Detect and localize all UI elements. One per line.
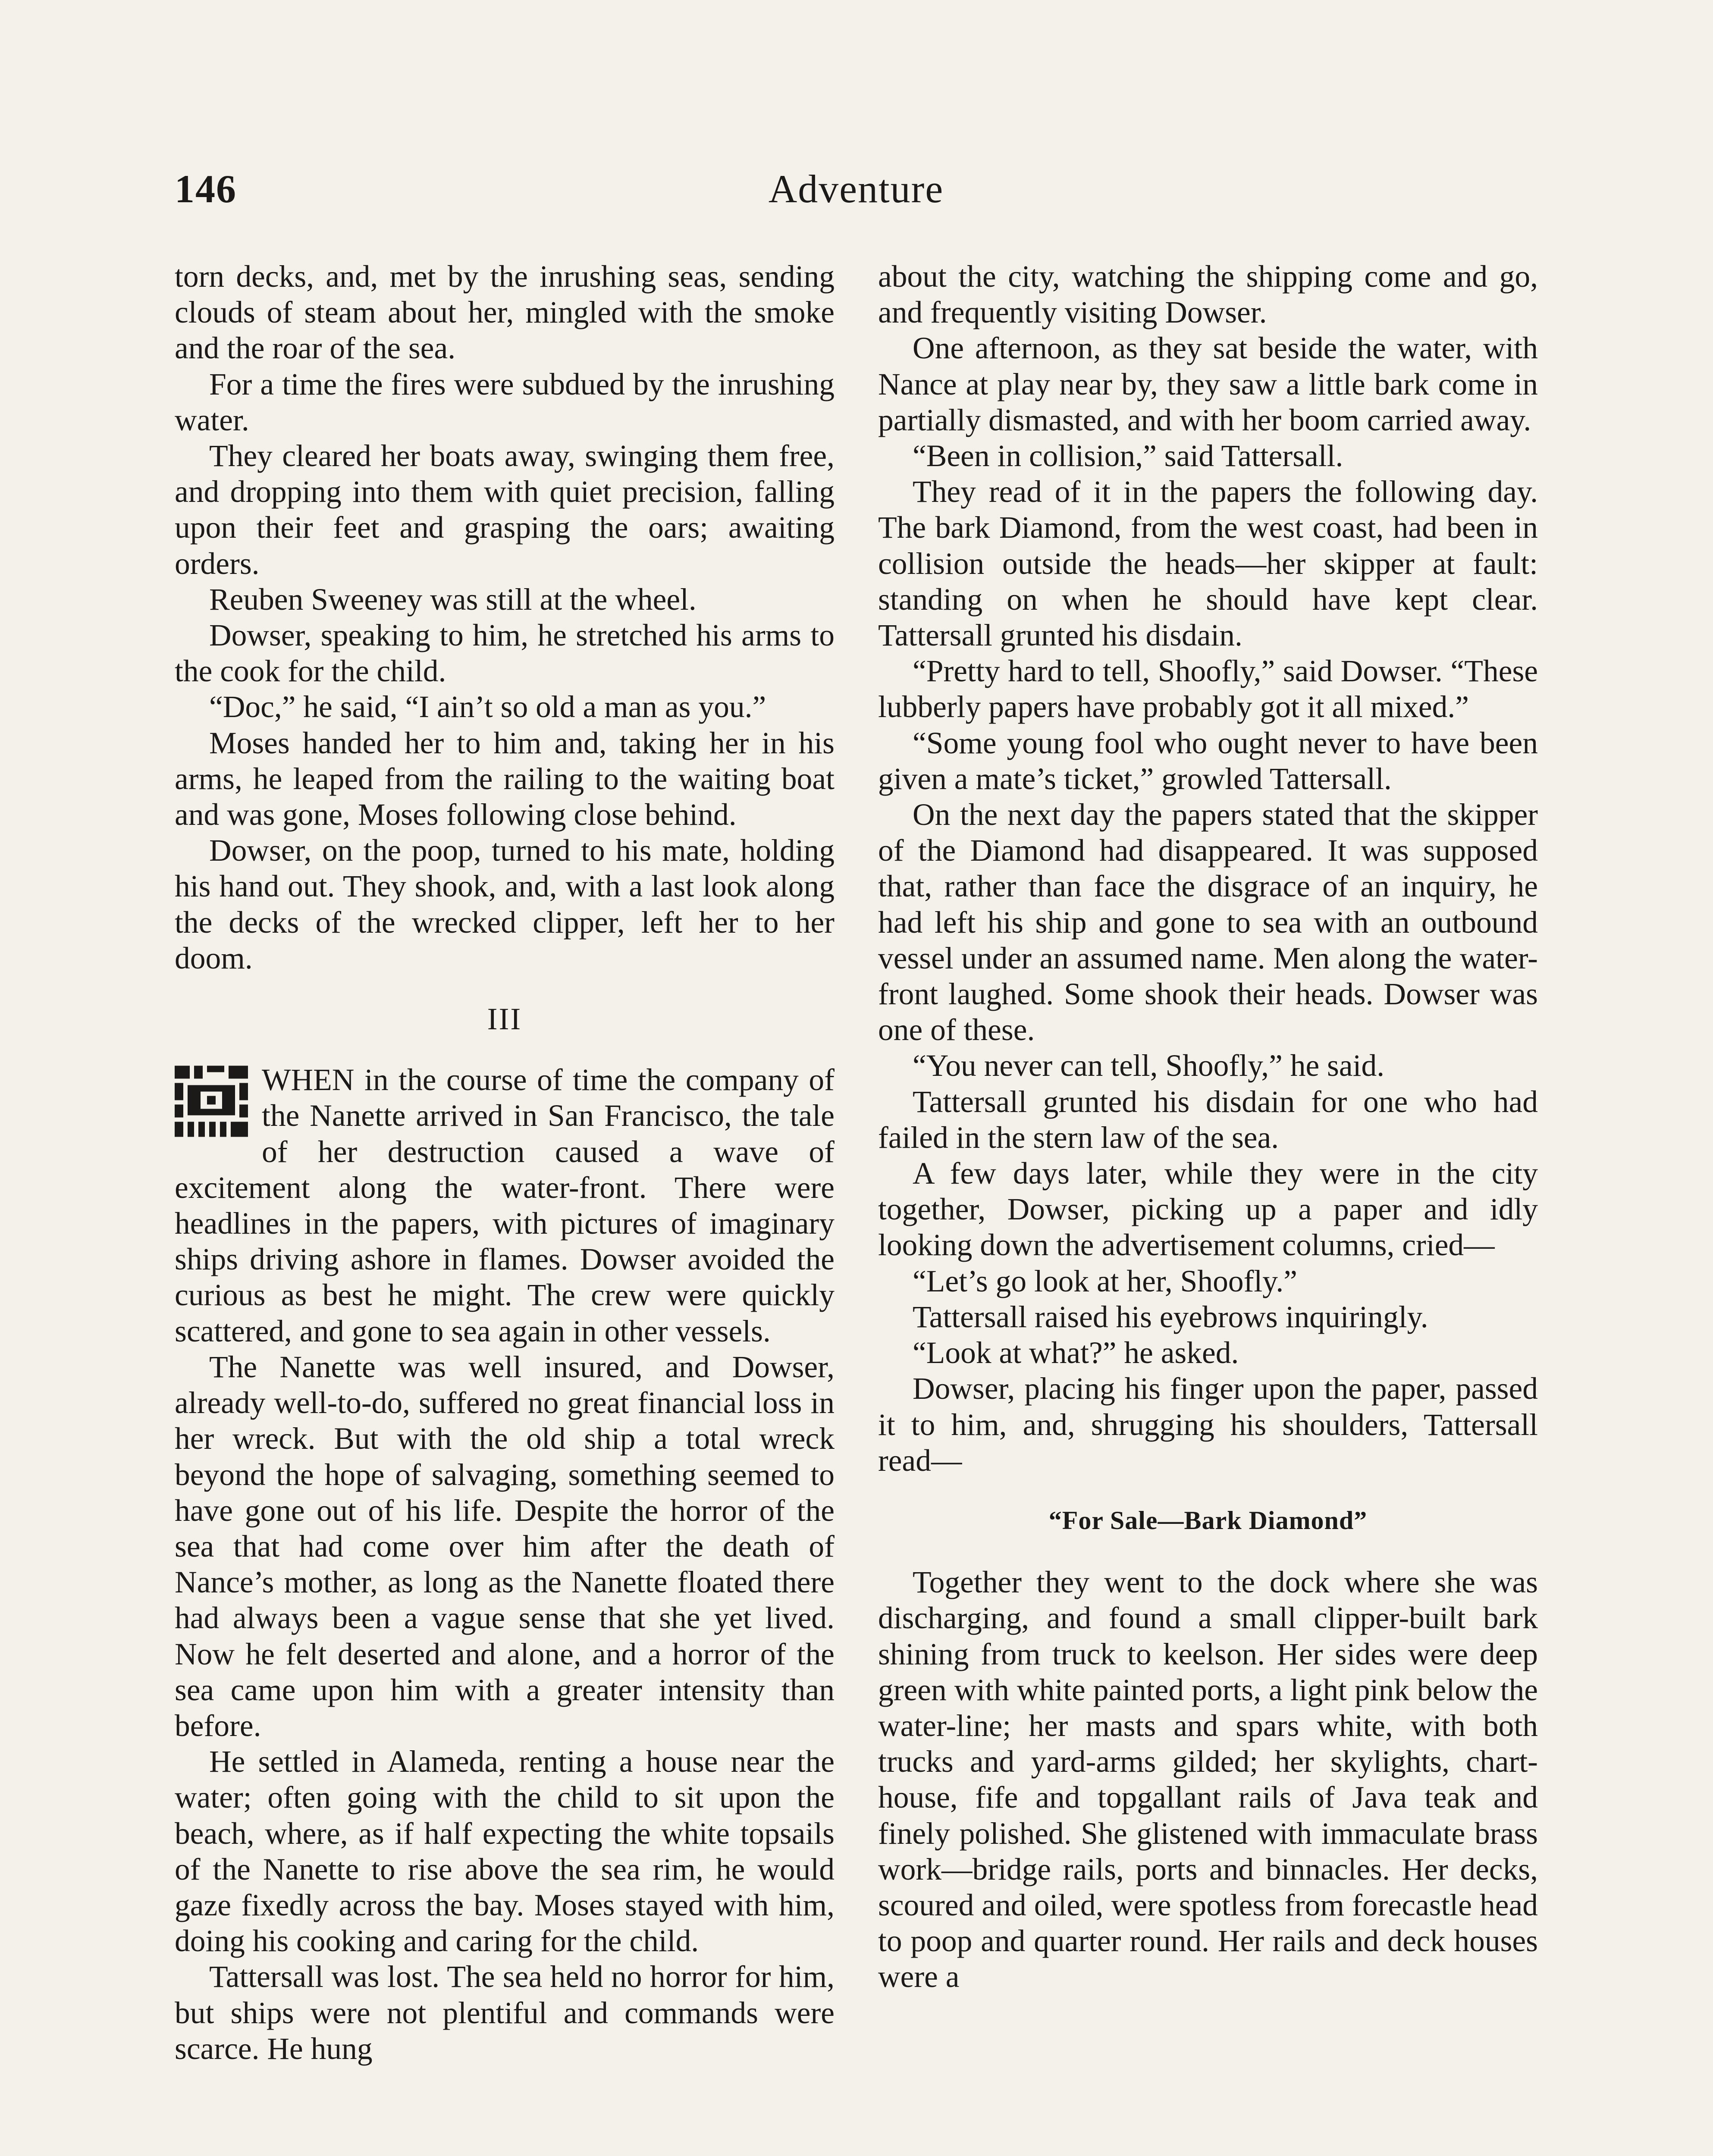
page-header (175, 166, 1537, 222)
paragraph: Moses handed her to him and, taking her in his arms, he leaped from the railing to the waiting boat and was gone, Moses following close behind. (175, 726, 835, 832)
paragraph: They cleared her boats away, swinging them free, and dropping into them with quiet precision, falling upon their feet and grasping the oars; awaiting orders. (175, 439, 835, 581)
paragraph: Tattersall was lost. The sea held no horror for him, but ships were not plentiful and commands were scarce. He hung (175, 1960, 835, 2066)
paragraph: “Let’s go look at her, Shoofly.” (913, 1264, 1298, 1298)
paragraph: Dowser, speaking to him, he stretched his arms to the cook for the child. (175, 618, 835, 689)
paragraph: Together they went to the dock where she was discharging, and found a small clipper-built bark shining from truck to keelson. Her sides were deep green with white painted ports, a light pink below the water-line; her masts and spars white, with both trucks and yard-arms gilded; her skylights, chart-house, fife and topgallant rails of Java teak and finely polished. She glistened with immaculate brass work—bridge rails, ports and binnacles. Her decks, scoured and oiled, were spotless from forecastle head to poop and quarter round. Her rails and deck houses were a (878, 1565, 1538, 1994)
paragraph: A few days later, while they were in the city together, Dowser, picking up a paper and idly looking down the advertisement columns, cried— (878, 1156, 1538, 1263)
paragraph: “Look at what?” he asked. (913, 1336, 1239, 1370)
ornament-initial-icon (175, 1065, 248, 1137)
section-number: III (487, 1002, 522, 1037)
paragraph: “Been in collision,” said Tattersall. (913, 439, 1343, 473)
left-column (175, 259, 835, 2067)
page-number: 146 (175, 167, 237, 211)
paragraph: torn decks, and, met by the inrushing seas, sending clouds of steam about her, mingled with the smoke and the roar of the sea. (175, 260, 835, 366)
dropcap-paragraph (175, 1062, 835, 1349)
paragraph: “You never can tell, Shoofly,” he said. (913, 1049, 1385, 1083)
paragraph: Dowser, on the poop, turned to his mate, holding his hand out. They shook, and, with a last look along the decks of the wrecked clipper, left her to her doom. (175, 834, 835, 975)
advertisement-heading: “For Sale—Bark Diamond” (1048, 1506, 1368, 1535)
paragraph: For a time the fires were subdued by the inrushing water. (175, 367, 835, 437)
paragraph: Reuben Sweeney was still at the wheel. (209, 582, 696, 617)
paragraph: He settled in Alameda, renting a house near the water; often going with the child to sit upon the beach, where, as if half expecting the white topsails of the Nanette to rise above the sea rim, he would gaze fixedly across the bay. Moses stayed with him, doing his cooking and caring for the child. (175, 1745, 835, 1959)
paragraph: about the city, watching the shipping come and go, and frequently visiting Dowser. (878, 260, 1538, 330)
running-head: Adventure (768, 167, 944, 211)
paragraph: One afternoon, as they sat beside the water, with Nance at play near by, they saw a little bark come in partially dismasted, and with her boom carried away. (878, 331, 1538, 437)
paragraph: “Doc,” he said, “I ain’t so old a man as you.” (209, 690, 766, 724)
paragraph: They read of it in the papers the following day. The bark Diamond, from the west coast, had been in collision outside the heads—her skipper at fault: standing on when he should have kept clear. Tattersall grunted his disdain. (878, 475, 1538, 653)
paragraph: “Pretty hard to tell, Shoofly,” said Dowser. “These lubberly papers have probably got it all mixed.” (878, 654, 1538, 724)
paragraph: Dowser, placing his finger upon the paper, passed it to him, and, shrugging his shoulders, Tattersall read— (878, 1372, 1538, 1478)
paragraph: On the next day the papers stated that the skipper of the Diamond had disappeared. It was supposed that, rather than face the disgrace of an inquiry, he had left his ship and gone to sea with an outbound vessel under an assumed name. Men along the water-front laughed. Some shook their heads. Dowser was one of these. (878, 798, 1538, 1047)
paragraph: Tattersall raised his eyebrows inquiringly. (913, 1300, 1428, 1334)
paragraph: The Nanette was well insured, and Dowser, already well-to-do, suffered no great financial loss in her wreck. But with the old ship a total wreck beyond the hope of salvaging, something seemed to have gone out of his life. Despite the horror of the sea that had come over him after the death of Nance’s mother, as long as the Nanette floated there had always been a vague sense that she yet lived. Now he felt deserted and alone, and a horror of the sea came upon him with a greater intensity than before. (175, 1350, 835, 1743)
paragraph: “Some young fool who ought never to have been given a mate’s ticket,” growled Tattersall. (878, 726, 1538, 796)
right-column (878, 259, 1538, 1995)
paragraph: Tattersall grunted his disdain for one who had failed in the stern law of the sea. (878, 1084, 1538, 1155)
dropcap-text: WHEN in the course of time the company of the Nanette arrived in San Francisco, the tale of her destruction caused a wave of excitement along the water-front. There were headlines in the papers, with pictures of imaginary ships driving ashore in flames. Dowser avoided the curious as best he might. The crew were quickly scattered, and gone to sea again in other vessels. (175, 1063, 835, 1348)
